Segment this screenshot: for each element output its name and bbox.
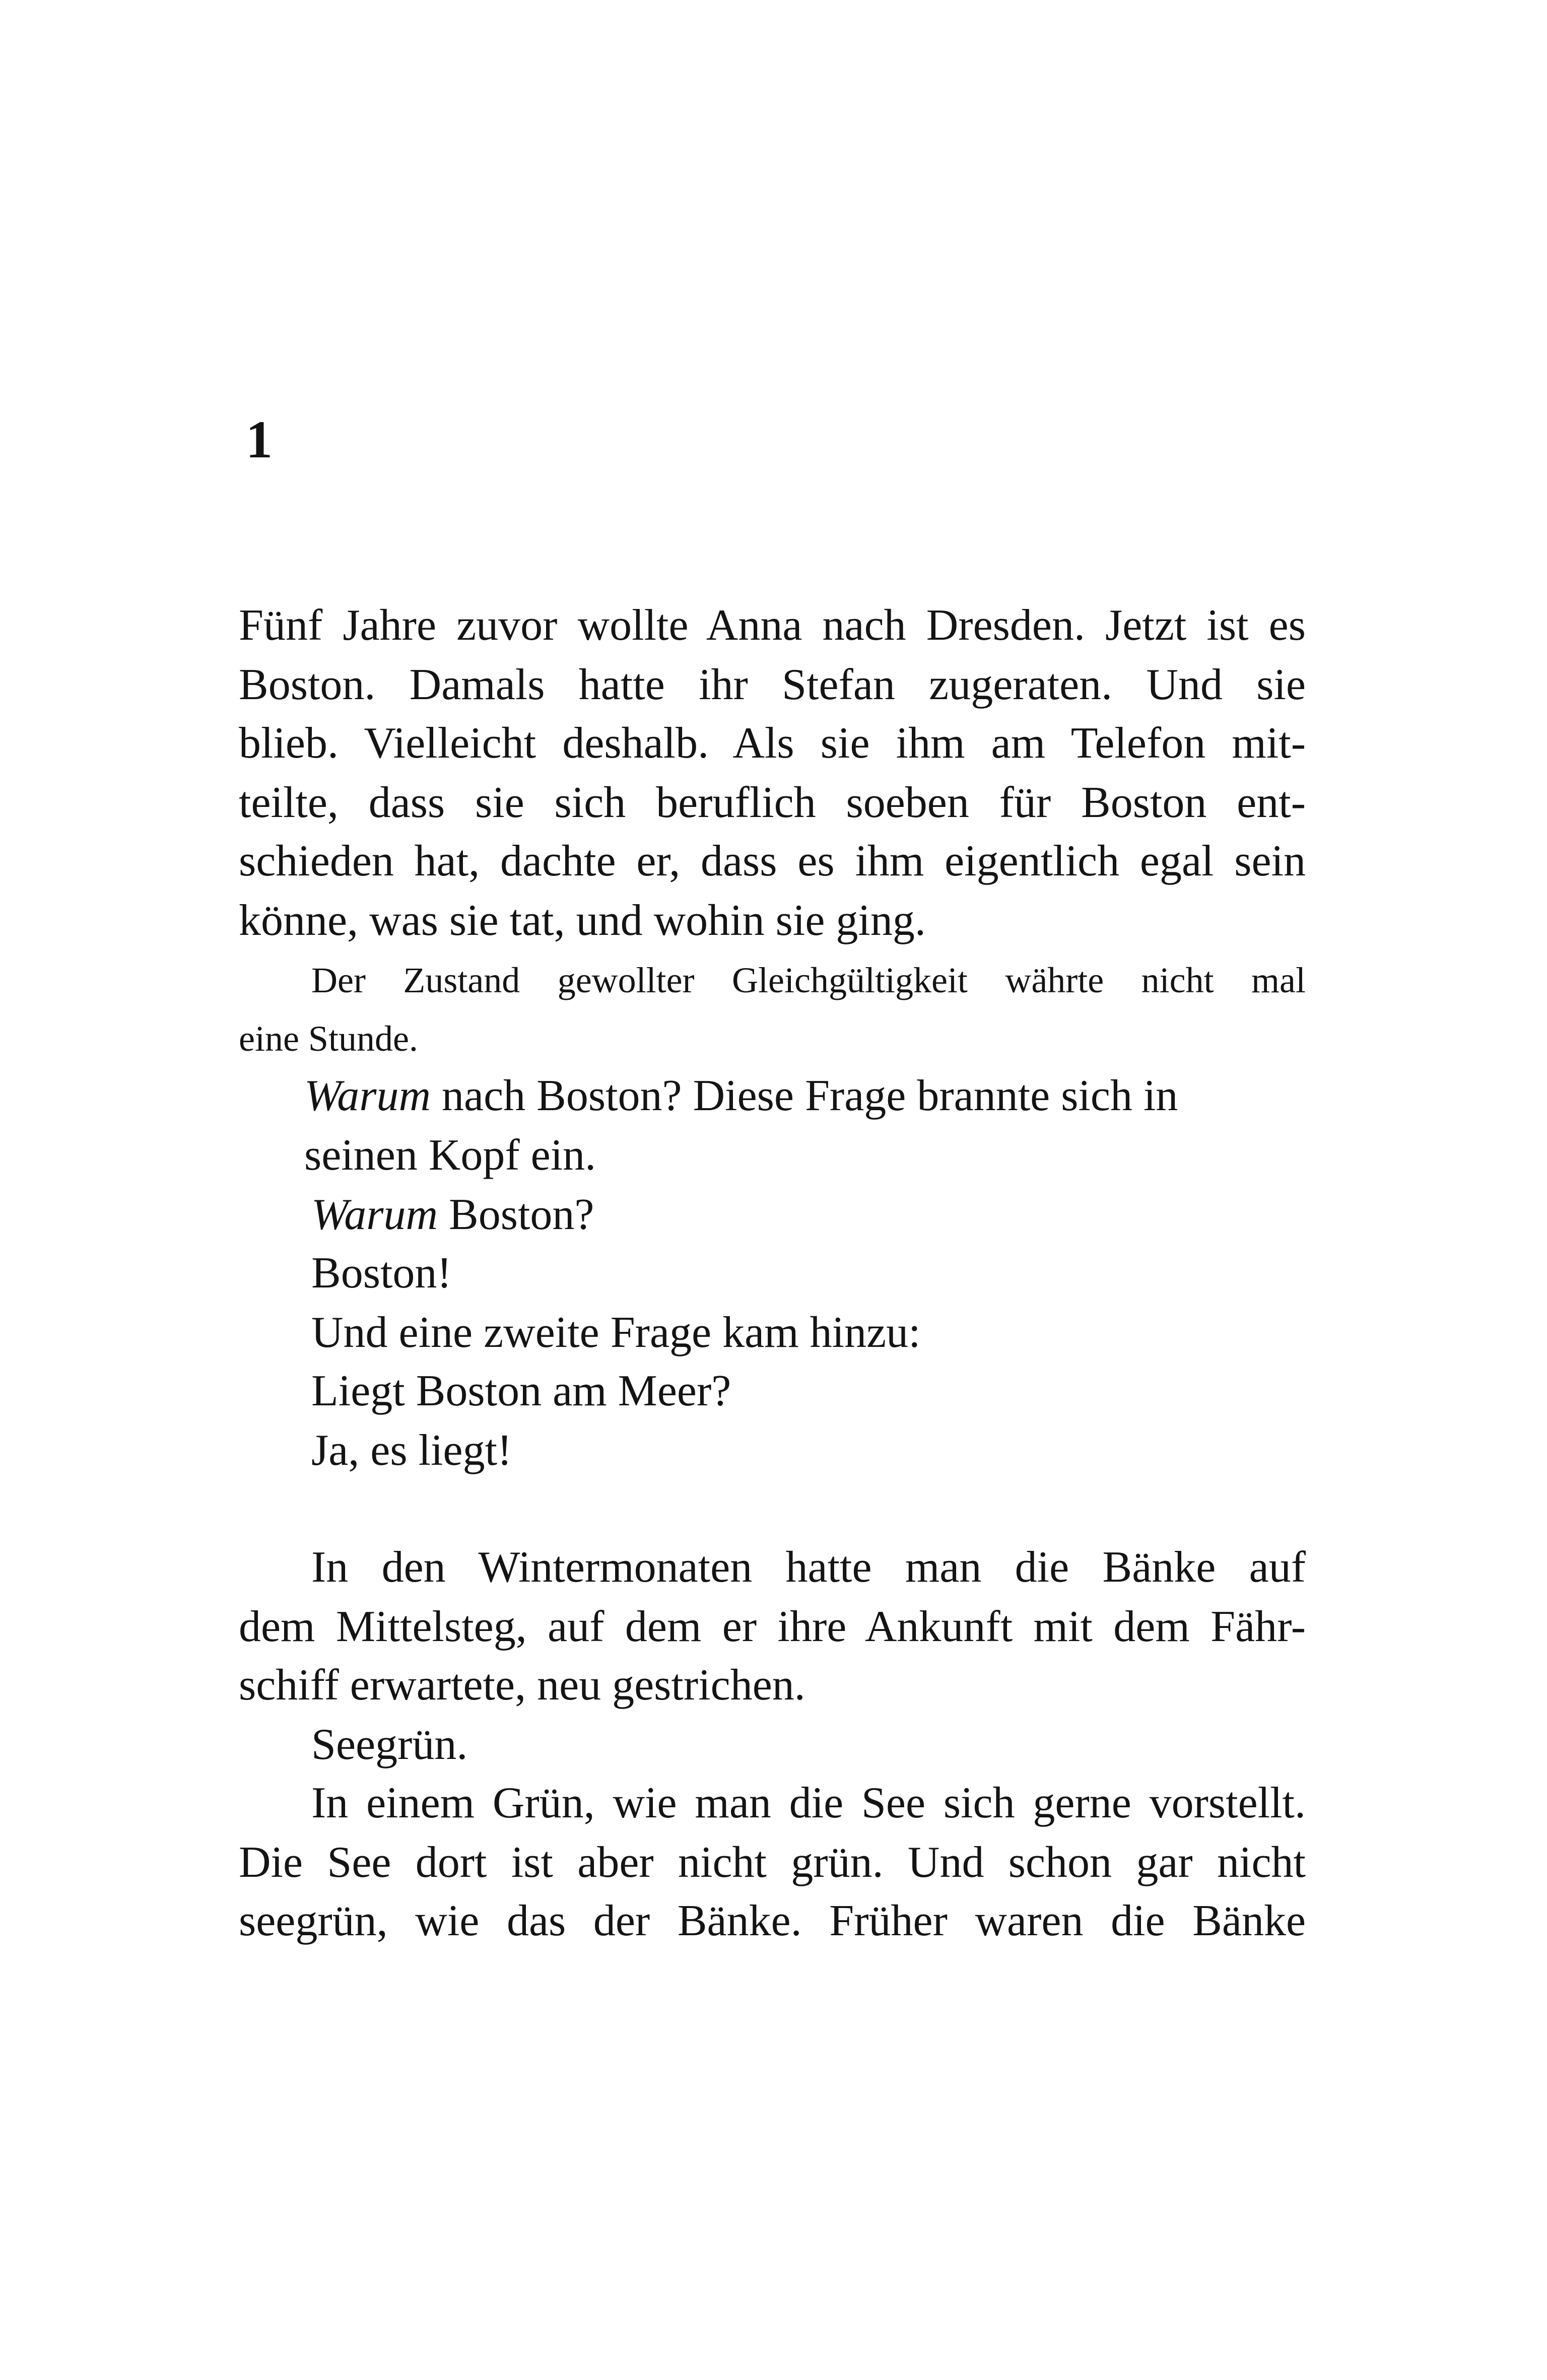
text-line-4: teilte, dass sie sich beruflich soeben für Boston ent- xyxy=(239,778,1306,827)
text-line-3: blieb. Vielleicht deshalb. Als sie ihm am Telefon mit- xyxy=(239,719,1306,768)
text-line-19: Seegrün. xyxy=(311,1720,468,1769)
chapter-number: 1 xyxy=(246,410,273,469)
text-line-22: seegrün, wie das der Bänke. Früher waren die Bänke xyxy=(239,1896,1306,1945)
text-line-13: Und eine zweite Frage kam hinzu: xyxy=(311,1308,921,1357)
text-line-18: schiff erwartete, neu gestrichen. xyxy=(239,1661,805,1710)
text-line-14: Liegt Boston am Meer? xyxy=(311,1367,731,1415)
text-line-9-rest: nach Boston? Diese Frage brannte sich in xyxy=(442,1071,1178,1120)
emphasis-warum-1: Warum xyxy=(304,1071,431,1120)
text-line-9 xyxy=(304,1071,1178,1120)
text-line-11-rest: Boston? xyxy=(449,1190,594,1239)
text-line-6: könne, was sie tat, und wohin sie ging. xyxy=(239,896,926,945)
text-line-15: Ja, es liegt! xyxy=(311,1426,512,1475)
text-line-2: Boston. Damals hatte ihr Stefan zugeraten. Und sie xyxy=(239,660,1306,709)
text-line-8: eine Stunde. xyxy=(239,1018,418,1059)
text-line-17: dem Mittelsteg, auf dem er ihre Ankunft mit dem Fähr- xyxy=(239,1602,1306,1651)
text-line-16: In den Wintermonaten hatte man die Bänke auf xyxy=(311,1543,1306,1592)
text-line-12: Boston! xyxy=(311,1249,452,1298)
text-line-1: Fünf Jahre zuvor wollte Anna nach Dresden. Jetzt ist es xyxy=(239,601,1306,650)
text-line-5: schieden hat, dachte er, dass es ihm eigentlich egal sein xyxy=(239,837,1306,886)
emphasis-warum-2: Warum xyxy=(311,1190,438,1239)
text-line-7: Der Zustand gewollter Gleichgültigkeit währte nicht mal xyxy=(311,960,1306,1000)
text-line-20: In einem Grün, wie man die See sich gerne vorstellt. xyxy=(311,1779,1306,1827)
text-line-10: seinen Kopf ein. xyxy=(304,1131,596,1180)
text-line-21: Die See dort ist aber nicht grün. Und schon gar nicht xyxy=(239,1838,1306,1887)
text-line-11 xyxy=(311,1190,594,1239)
